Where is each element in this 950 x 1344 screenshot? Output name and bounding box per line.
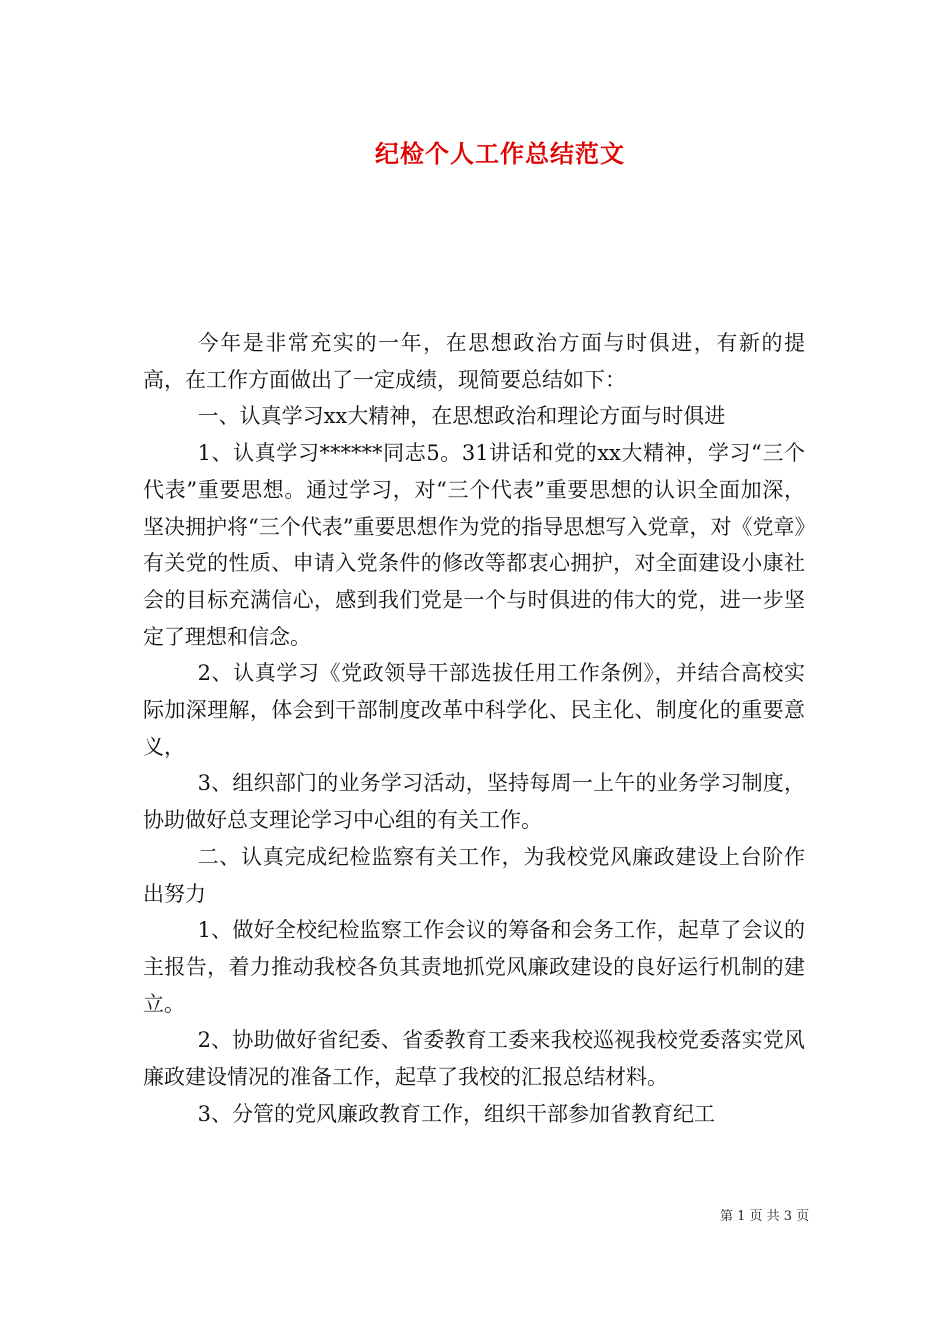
paragraph: 1、认真学习******同志5。31讲话和党的xx大精神，学习“三个代表”重要思想。通过学习，对“三个代表”重要思想的认识全面加深，坚决拥护将“三个代表”重要思想作为党的指导思想写入党章，对《党章》有关党的性质、申请入党条件的修改等都衷心拥护，对全面建设小康社会的目标充满信心，感到我们党是一个与时俱进的伟大的党，进一步坚定了理想和信念。 [143, 441, 805, 649]
paragraph: 一、认真学习xx大精神，在思想政治和理论方面与时俱进 [197, 404, 726, 429]
paragraph: 今年是非常充实的一年，在思想政治方面与时俱进，有新的提高，在工作方面做出了一定成绩，现简要总结如下： [143, 331, 805, 392]
paragraph: 2、认真学习《党政领导干部选拔任用工作条例》，并结合高校实际加深理解，体会到干部制度改革中科学化、民主化、制度化的重要意义， [143, 661, 805, 759]
paragraph: 1、做好全校纪检监察工作会议的筹备和会务工作，起草了会议的主报告，着力推动我校各负其责地抓党风廉政建设的良好运行机制的建立。 [143, 918, 805, 1016]
paragraph: 2、协助做好省纪委、省委教育工委来我校巡视我校党委落实党风廉政建设情况的准备工作，起草了我校的汇报总结材料。 [143, 1028, 805, 1090]
paragraph: 二、认真完成纪检监察有关工作，为我校党风廉政建设上台阶作出努力 [143, 844, 805, 906]
document-body [143, 325, 805, 1132]
document-title: 纪检个人工作总结范文 [375, 140, 625, 168]
page-number-footer: 第 1 页 共 3 页 [720, 1209, 810, 1224]
paragraph: 3、组织部门的业务学习活动，坚持每周一上午的业务学习制度，协助做好总支理论学习中心组的有关工作。 [143, 771, 805, 833]
paragraph: 3、分管的党风廉政教育工作，组织干部参加省教育纪工 [197, 1101, 715, 1126]
